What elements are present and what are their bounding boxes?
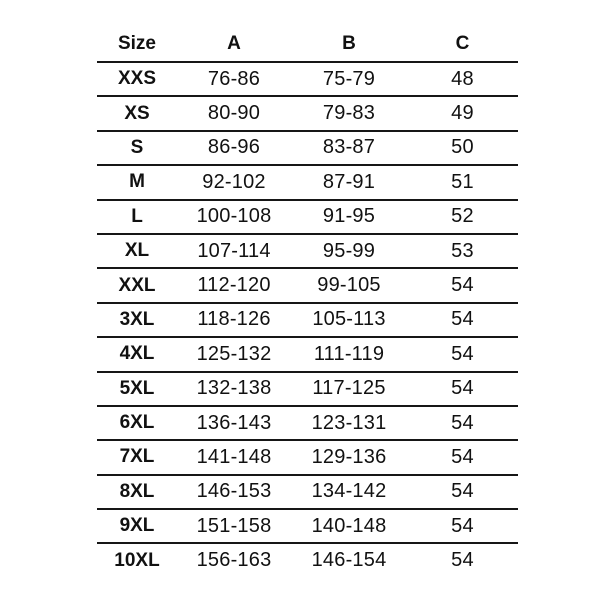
size-cell: 10XL bbox=[114, 549, 160, 571]
b-value-cell: 91-95 bbox=[291, 200, 407, 234]
b-value-cell: 134-142 bbox=[291, 475, 407, 509]
table-row bbox=[97, 475, 518, 509]
c-value-cell: 54 bbox=[407, 372, 518, 406]
table-row bbox=[97, 509, 518, 543]
c-value-cell: 54 bbox=[407, 268, 518, 302]
b-value-cell: 87-91 bbox=[291, 165, 407, 199]
size-chart-table bbox=[97, 26, 518, 577]
b-value-cell: 105-113 bbox=[291, 303, 407, 337]
b-value-cell: 129-136 bbox=[291, 440, 407, 474]
size-cell: 4XL bbox=[97, 337, 177, 371]
a-value-cell: 112-120 bbox=[177, 268, 291, 302]
size-cell: XL bbox=[97, 234, 177, 268]
a-value-cell: 107-114 bbox=[177, 234, 291, 268]
table-row bbox=[97, 234, 518, 268]
a-value-cell: 118-126 bbox=[177, 303, 291, 337]
b-value-cell: 123-131 bbox=[291, 406, 407, 440]
a-value-cell: 86-96 bbox=[177, 131, 291, 165]
c-value-cell: 51 bbox=[407, 165, 518, 199]
table-row bbox=[97, 372, 518, 406]
column-header-a: A bbox=[177, 26, 291, 62]
column-header-size: Size bbox=[97, 26, 177, 62]
size-cell: 8XL bbox=[97, 475, 177, 509]
table-row bbox=[97, 440, 518, 474]
a-value-cell: 80-90 bbox=[177, 96, 291, 130]
a-value-cell: 76-86 bbox=[177, 62, 291, 96]
table-row bbox=[97, 268, 518, 302]
size-cell: M bbox=[97, 165, 177, 199]
size-cell: XS bbox=[97, 96, 177, 130]
table-row bbox=[97, 543, 518, 576]
b-value-cell: 75-79 bbox=[291, 62, 407, 96]
b-value-cell: 117-125 bbox=[291, 372, 407, 406]
table-row bbox=[97, 96, 518, 130]
table-row bbox=[97, 303, 518, 337]
b-value-cell: 95-99 bbox=[291, 234, 407, 268]
size-cell: XXS bbox=[97, 62, 177, 96]
column-header-b: B bbox=[291, 26, 407, 62]
c-value-cell: 52 bbox=[407, 200, 518, 234]
size-chart-header bbox=[97, 26, 518, 62]
table-row bbox=[97, 200, 518, 234]
size-cell: XXL bbox=[97, 268, 177, 302]
c-value-cell: 54 bbox=[407, 475, 518, 509]
header-row bbox=[97, 26, 518, 62]
size-chart-body bbox=[97, 62, 518, 577]
table-row bbox=[97, 131, 518, 165]
a-value-cell: 125-132 bbox=[177, 337, 291, 371]
a-value-cell: 141-148 bbox=[177, 440, 291, 474]
a-value-cell: 151-158 bbox=[177, 509, 291, 543]
c-value-cell: 54 bbox=[407, 440, 518, 474]
size-cell: 9XL bbox=[97, 509, 177, 543]
c-value-cell: 54 bbox=[407, 303, 518, 337]
a-value-cell: 132-138 bbox=[177, 372, 291, 406]
size-cell: L bbox=[97, 200, 177, 234]
size-cell: 5XL bbox=[97, 372, 177, 406]
b-value-cell: 111-119 bbox=[291, 337, 407, 371]
table-row bbox=[97, 337, 518, 371]
c-value-cell: 54 bbox=[451, 549, 474, 572]
c-value-cell: 49 bbox=[407, 96, 518, 130]
size-cell: 7XL bbox=[97, 440, 177, 474]
table-row bbox=[97, 406, 518, 440]
size-cell: 3XL bbox=[97, 303, 177, 337]
c-value-cell: 54 bbox=[407, 509, 518, 543]
c-value-cell: 50 bbox=[407, 131, 518, 165]
size-cell: 6XL bbox=[97, 406, 177, 440]
c-value-cell: 53 bbox=[407, 234, 518, 268]
size-cell: S bbox=[97, 131, 177, 165]
column-header-c: C bbox=[407, 26, 518, 62]
a-value-cell: 92-102 bbox=[177, 165, 291, 199]
c-value-cell: 48 bbox=[407, 62, 518, 96]
a-value-cell: 156-163 bbox=[196, 549, 272, 572]
a-value-cell: 146-153 bbox=[177, 475, 291, 509]
c-value-cell: 54 bbox=[407, 406, 518, 440]
b-value-cell: 99-105 bbox=[291, 268, 407, 302]
b-value-cell: 140-148 bbox=[291, 509, 407, 543]
table-row bbox=[97, 165, 518, 199]
table-row bbox=[97, 62, 518, 96]
b-value-cell: 83-87 bbox=[291, 131, 407, 165]
b-value-cell: 146-154 bbox=[311, 549, 387, 572]
b-value-cell: 79-83 bbox=[291, 96, 407, 130]
a-value-cell: 136-143 bbox=[177, 406, 291, 440]
c-value-cell: 54 bbox=[407, 337, 518, 371]
a-value-cell: 100-108 bbox=[177, 200, 291, 234]
